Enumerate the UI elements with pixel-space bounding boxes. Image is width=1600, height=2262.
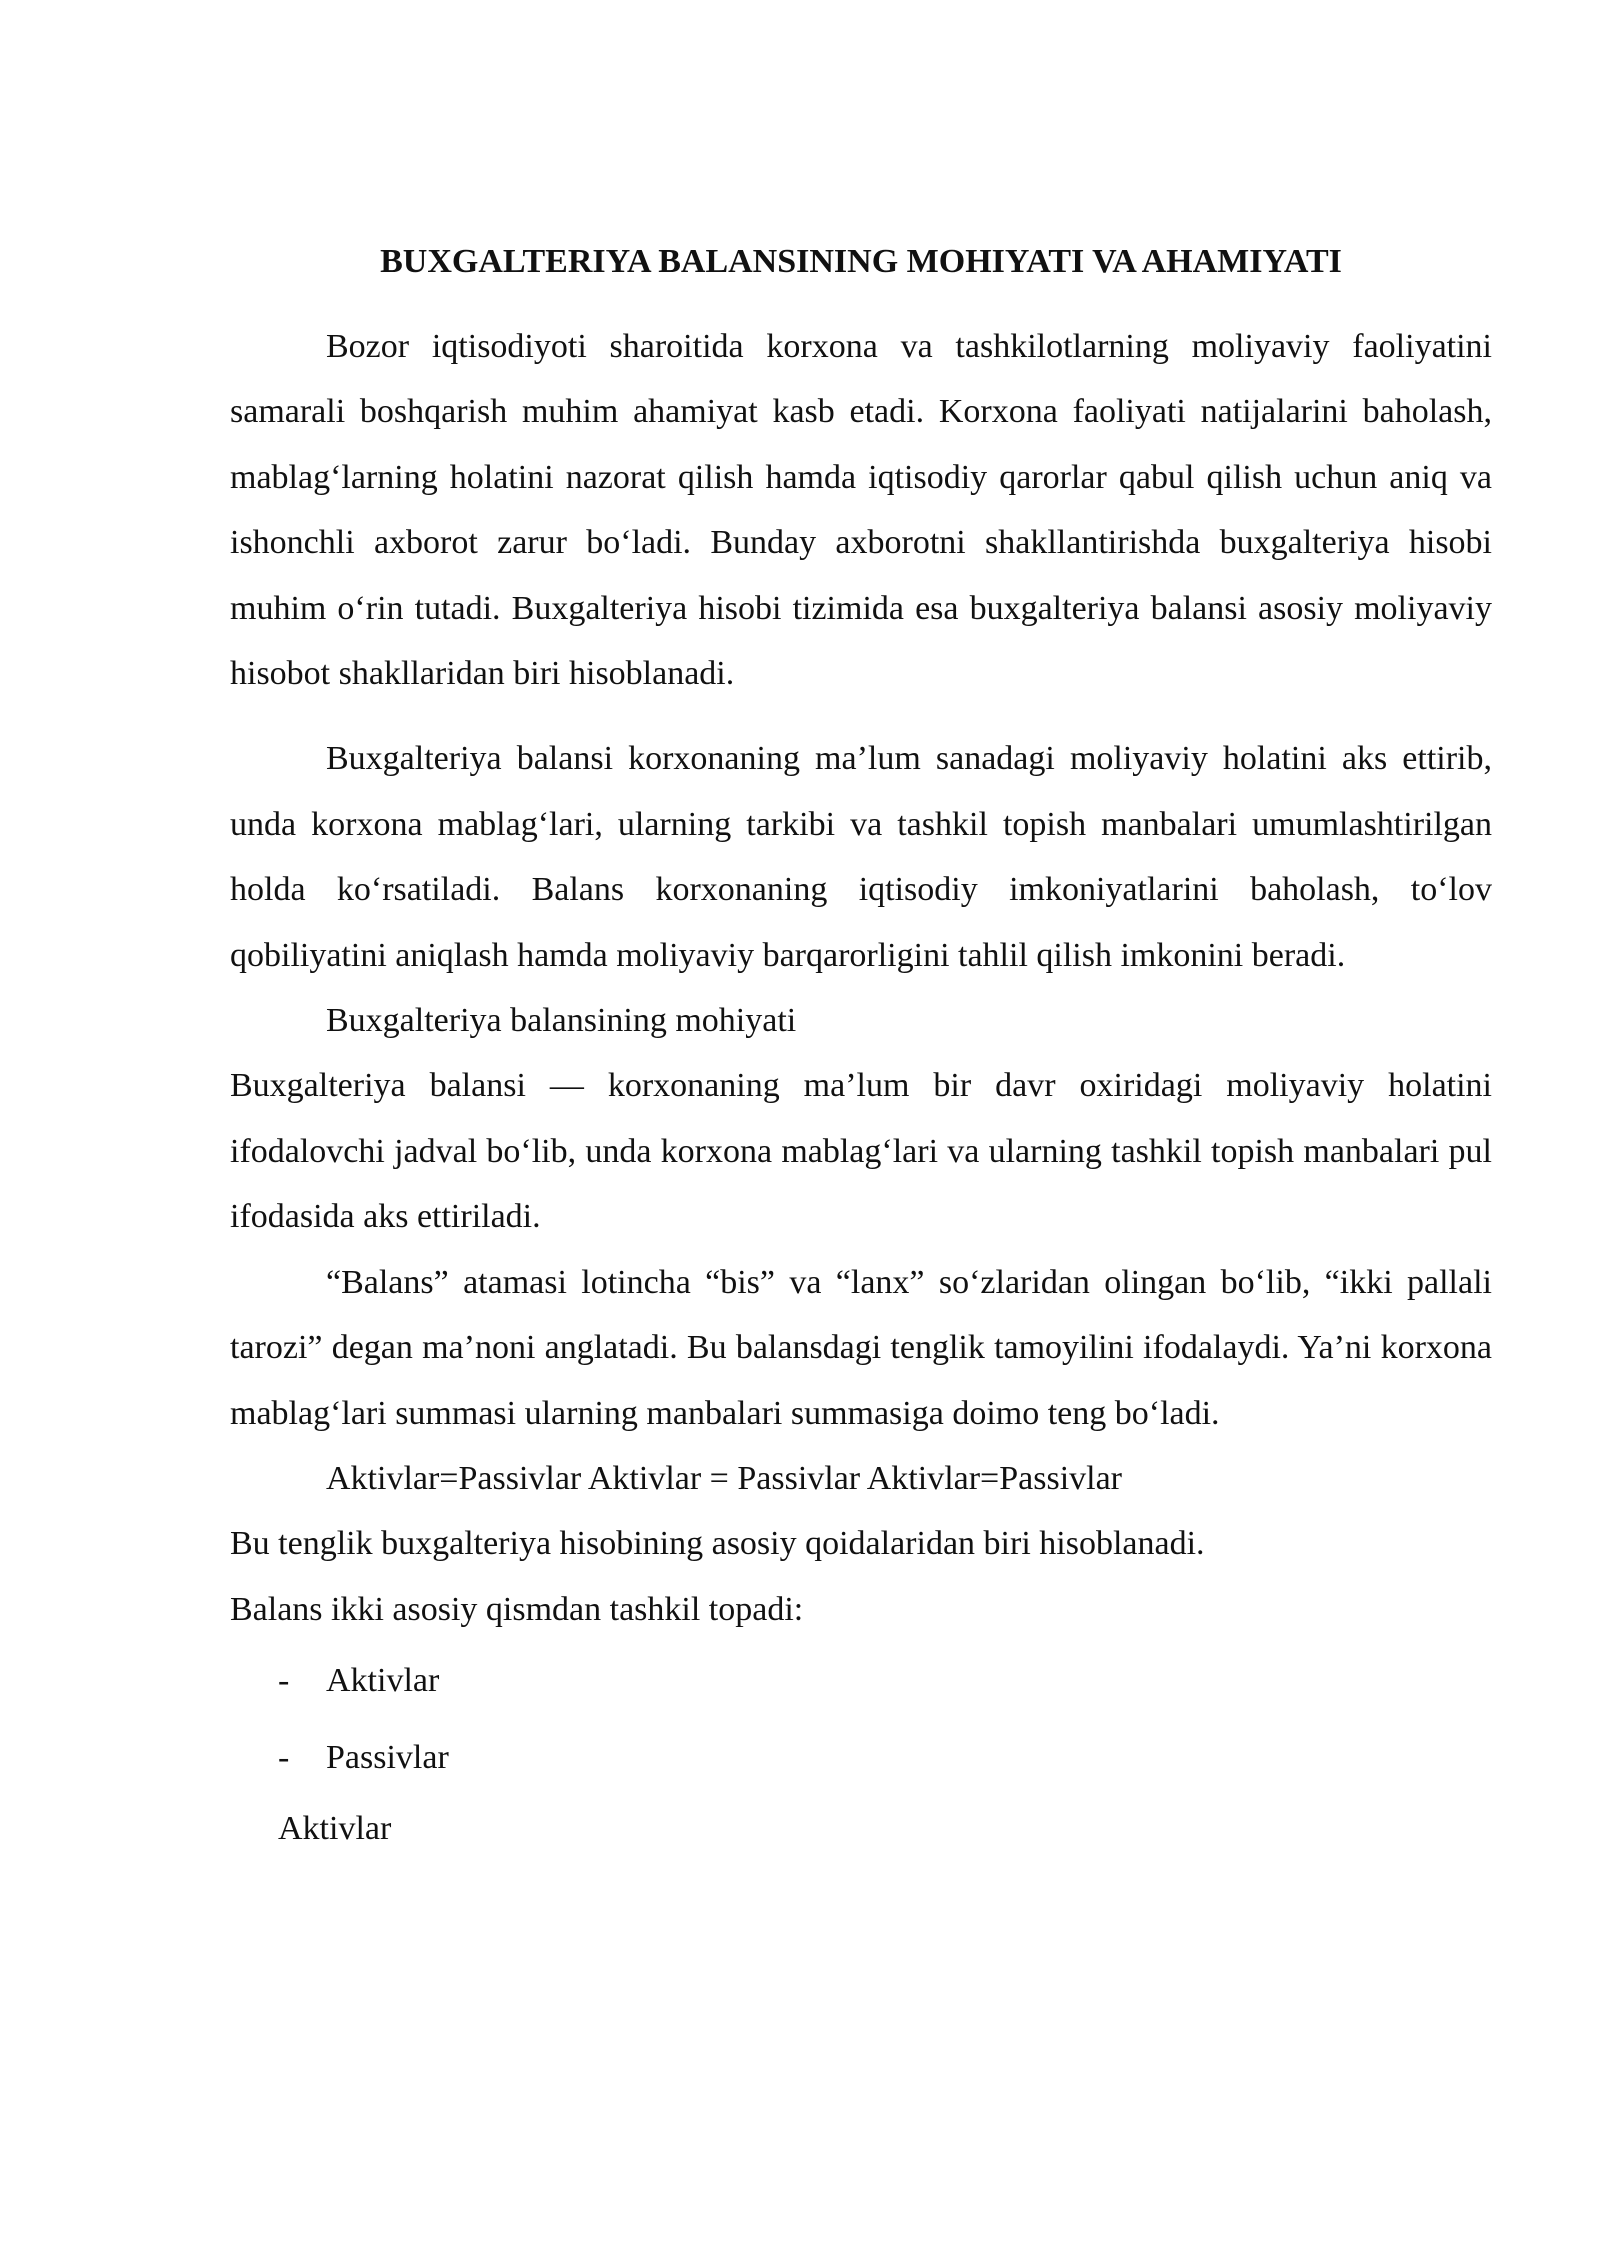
list-item-text: Passivlar: [326, 1739, 449, 1777]
document-title: BUXGALTERIYA BALANSINING MOHIYATI VA AHAMIYATI: [380, 243, 1342, 280]
list-item-text: Aktivlar: [326, 1662, 440, 1700]
list-item: [230, 1719, 1492, 1796]
balance-meaning-paragraph: “Balans” atamasi lotincha “bis” va “lanx” so‘zlaridan olingan bo‘lib, “ikki pallali tarozi” degan ma’noni anglatadi. Bu balansdagi tenglik tamoyilini ifodalaydi. Ya’ni korxona mablag‘lari summasi ularning manbalari summasiga doimo teng bo‘ladi.: [230, 1263, 1492, 1432]
document-body: [230, 238, 1492, 1861]
list-item: [230, 1642, 1492, 1719]
list-dash: -: [278, 1739, 290, 1777]
balance-description-paragraph: Buxgalteriya balansi korxonaning ma’lum sanadagi moliyaviy holatini aks ettirib, unda korxona mablag‘lari, ularning tarkibi va tashkil topish manbalari umumlashtirilgan holda ko‘rsatiladi. Balans korxonaning iqtisodiy imkoniyatlarini baholash, to‘lov qobiliyatini aniqlash hamda moliyaviy barqarorligini tahlil qilish imkonini beradi.: [230, 740, 1492, 974]
section-heading: Buxgalteriya balansining mohiyati: [326, 1002, 797, 1040]
parts-intro-line: Balans ikki asosiy qismdan tashkil topadi:: [230, 1590, 804, 1628]
equation-line: Aktivlar=Passivlar Aktivlar = Passivlar Aktivlar=Passivlar: [326, 1459, 1122, 1497]
definition-paragraph: Buxgalteriya balansi — korxonaning ma’lum bir davr oxiridagi moliyaviy holatini ifodalovchi jadval bo‘lib, unda korxona mablag‘lari va ularning tashkil topish manbalari pul ifodasida aks ettiriladi.: [230, 1067, 1492, 1236]
subsection-heading: Aktivlar: [278, 1810, 392, 1848]
balance-parts-list: [230, 1642, 1492, 1796]
intro-paragraph: Bozor iqtisodiyoti sharoitida korxona va tashkilotlarning moliyaviy faoliyatini samarali boshqarish muhim ahamiyat kasb etadi. Korxona faoliyati natijalarini baholash, mablag‘larning holatini nazorat qilish hamda iqtisodiy qarorlar qabul qilish uchun aniq va ishonchli axborot zarur bo‘ladi. Bunday axborotni shakllantirishda buxgalteriya hisobi muhim o‘rin tutadi. Buxgalteriya hisobi tizimida esa buxgalteriya balansi asosiy moliyaviy hisobot shakllaridan biri hisoblanadi.: [230, 328, 1492, 693]
list-dash: -: [278, 1662, 290, 1700]
rule-line: Bu tenglik buxgalteriya hisobining asosiy qoidalaridan biri hisoblanadi.: [230, 1525, 1205, 1563]
